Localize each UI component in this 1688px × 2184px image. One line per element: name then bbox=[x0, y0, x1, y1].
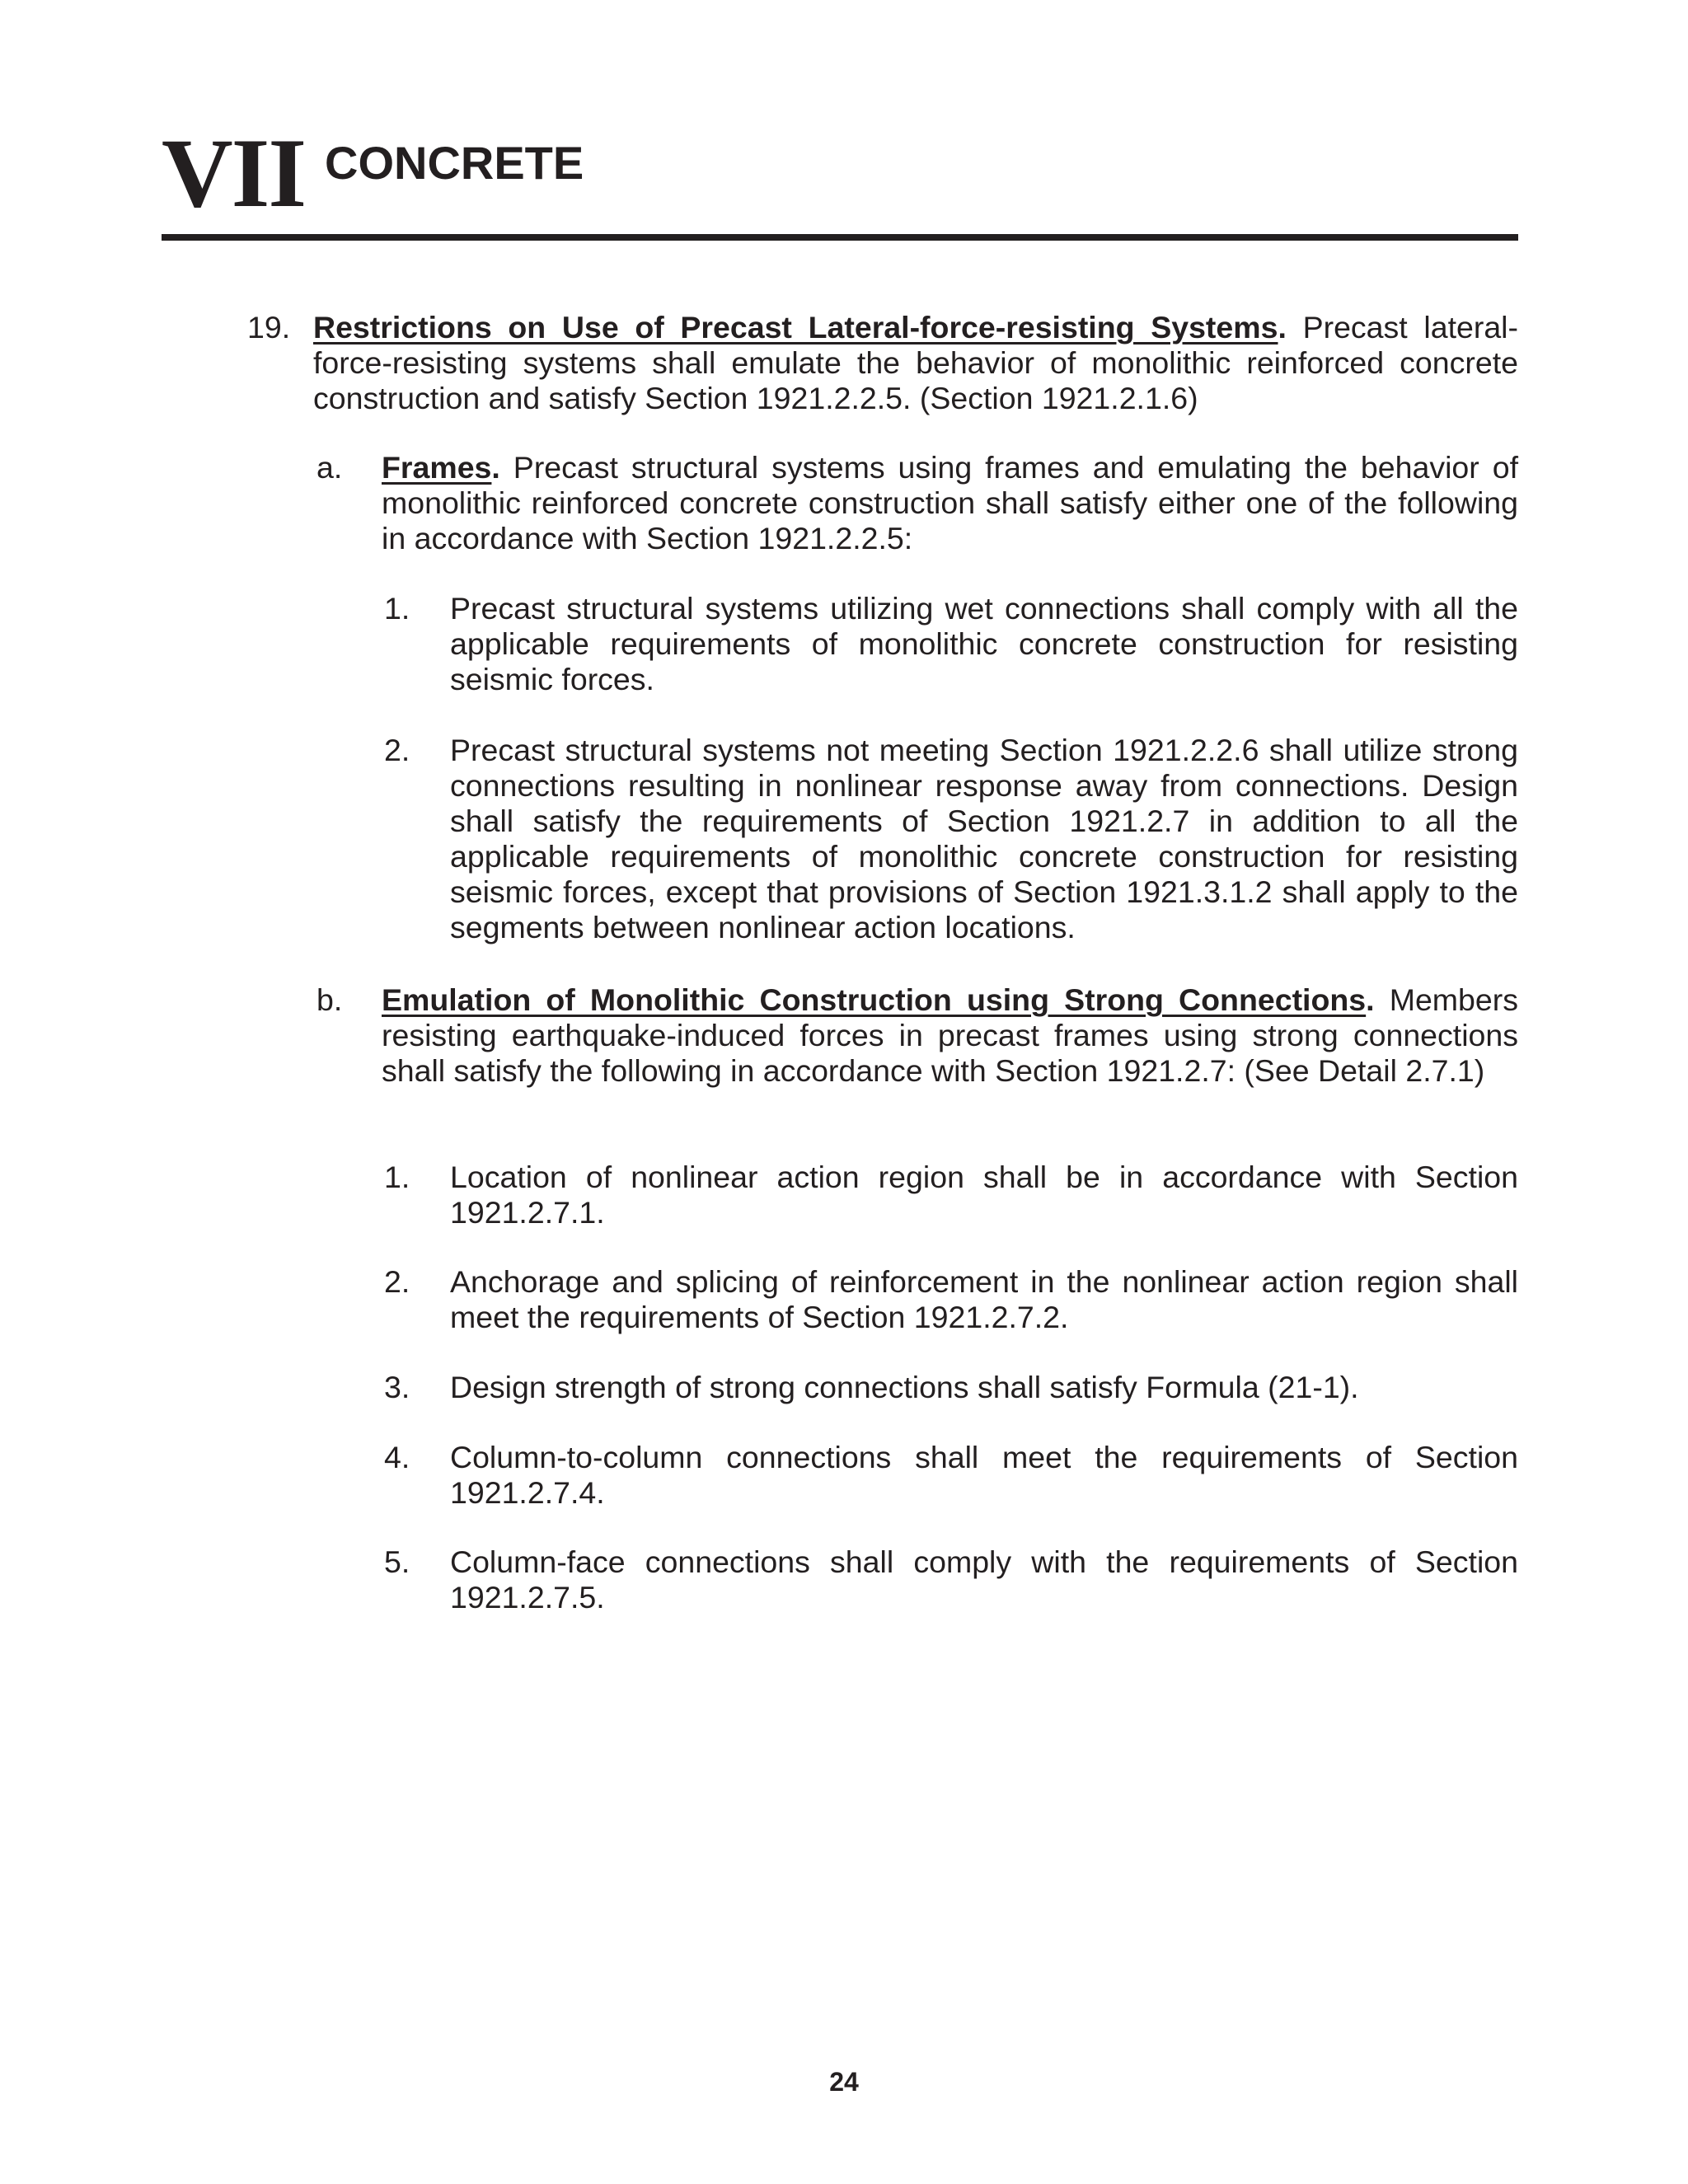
subsection-b-title-period: . bbox=[1366, 982, 1375, 1017]
subsection-a-item-1-text: Precast structural systems utilizing wet connections shall comply with all the applicable requirements of monolithic concrete construction for resisting seismic forces. bbox=[450, 591, 1518, 696]
subsection-b-label: b. bbox=[316, 982, 343, 1017]
subsection-b-item-5-text: Column-face connections shall comply with the requirements of Section 1921.2.7.5. bbox=[450, 1544, 1518, 1615]
section-body: Precast lateral-force-resisting systems shall emulate the behavior of monolithic reinforced concrete construction and satisfy Section 1921.2.2.5. (Section 1921.2.1.6) bbox=[313, 310, 1519, 415]
section-paragraph bbox=[313, 310, 1518, 416]
subsection-b-item-1-text: Location of nonlinear action region shall be in accordance with Section 1921.2.7.1. bbox=[450, 1160, 1518, 1230]
subsection-a-item-2-text: Precast structural systems not meeting Section 1921.2.2.6 shall utilize strong connections resulting in nonlinear response away from connections. Design shall satisfy the requirements of Section 1921.2.7 in addition to all the applicable requirements of monolithic concrete construction for resisting seismic forces, except that provisions of Section 1921.3.1.2 shall apply to the segments between nonlinear action locations. bbox=[450, 733, 1518, 944]
header-rule bbox=[162, 234, 1518, 241]
section-title-period: . bbox=[1278, 310, 1287, 344]
subsection-a-title-period: . bbox=[491, 450, 500, 485]
section-title: Restrictions on Use of Precast Lateral-force-resisting Systems bbox=[313, 310, 1278, 344]
subsection-a-paragraph bbox=[382, 450, 1518, 556]
subsection-b-item-2-number: 2. bbox=[384, 1264, 410, 1299]
subsection-b-item-4-text: Column-to-column connections shall meet the requirements of Section 1921.2.7.4. bbox=[450, 1440, 1518, 1510]
chapter-title: CONCRETE bbox=[325, 137, 584, 189]
subsection-b-paragraph bbox=[382, 982, 1518, 1089]
subsection-b-item-5-number: 5. bbox=[384, 1544, 410, 1579]
subsection-b-item-3-number: 3. bbox=[384, 1370, 410, 1404]
subsection-b-title: Emulation of Monolithic Construction using Strong Connections bbox=[382, 982, 1367, 1017]
chapter-number: VII bbox=[162, 118, 306, 227]
subsection-a-item-2-number: 2. bbox=[384, 733, 410, 767]
subsection-b-item-4-number: 4. bbox=[384, 1440, 410, 1474]
subsection-a-item-1-number: 1. bbox=[384, 591, 410, 626]
subsection-a-body: Precast structural systems using frames and emulating the behavior of monolithic reinforced concrete construction shall satisfy either one of the following in accordance with Section 1921.2.2.5: bbox=[382, 450, 1518, 555]
section-number: 19. bbox=[247, 310, 291, 344]
subsection-b-item-2-text: Anchorage and splicing of reinforcement in the nonlinear action region shall meet the requirements of Section 1921.2.7.2. bbox=[450, 1264, 1518, 1334]
subsection-b-body: Members resisting earthquake-induced forces in precast frames using strong connections shall satisfy the following in accordance with Section 1921.2.7: (See Detail 2.7.1) bbox=[382, 982, 1518, 1088]
subsection-b-item-3-text: Design strength of strong connections shall satisfy Formula (21-1). bbox=[450, 1370, 1359, 1404]
subsection-a-title: Frames bbox=[382, 450, 492, 485]
page-number: 24 bbox=[829, 2067, 859, 2097]
chapter-header bbox=[162, 118, 1518, 239]
subsection-b-item-1-number: 1. bbox=[384, 1160, 410, 1194]
subsection-a-label: a. bbox=[316, 450, 343, 485]
